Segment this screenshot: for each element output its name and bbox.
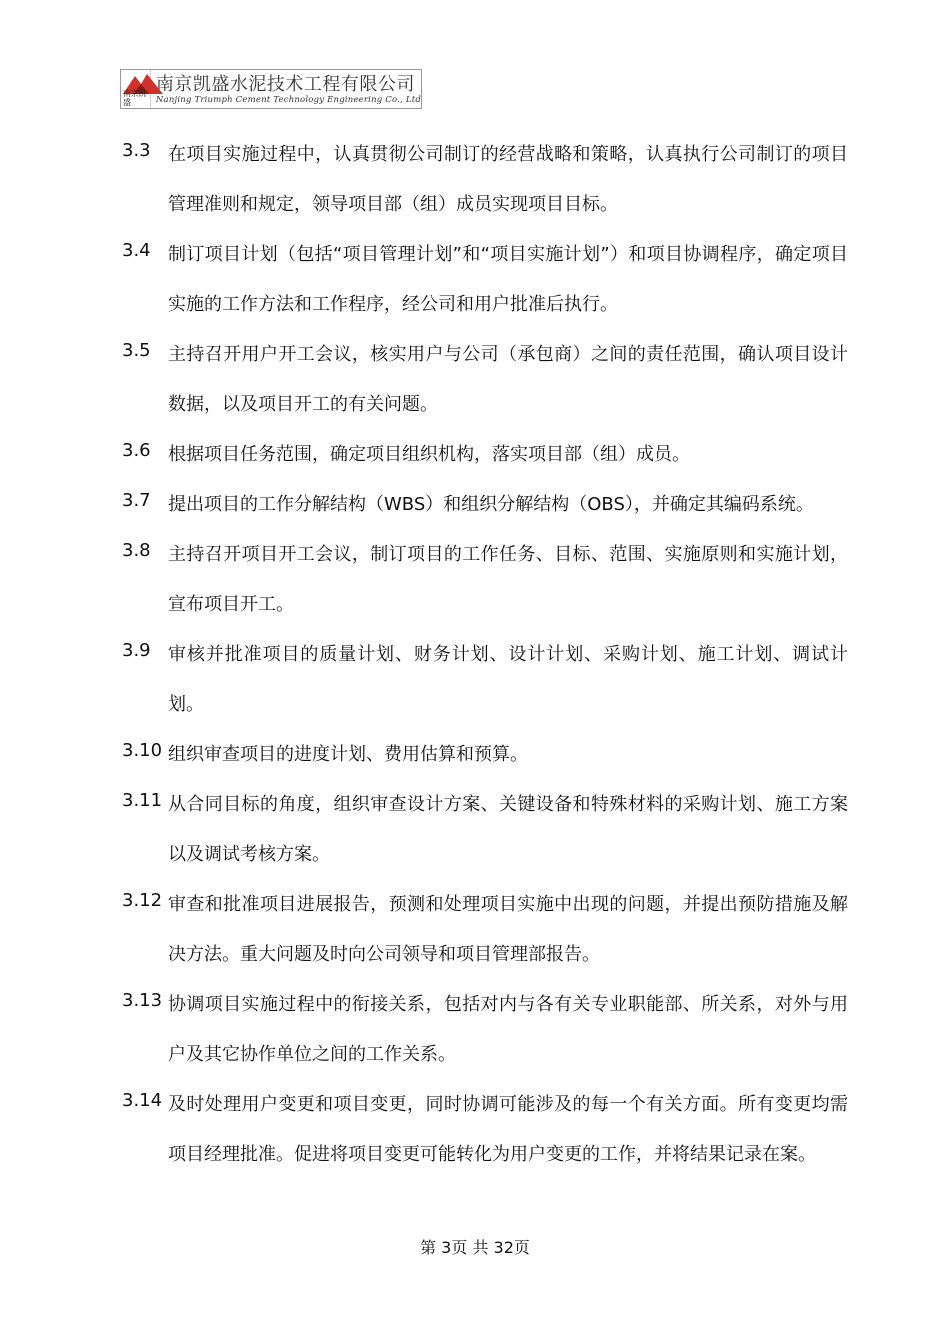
page-number: 第 3页 共 32页 [420, 1238, 530, 1257]
item-number: 3.8 [122, 540, 151, 561]
item-text: 制订项目计划（包括“项目管理计划”和“项目实施计划”）和项目协调程序，确定项目实施的工作方法和工作程序，经公司和用户批准后执行。 [168, 244, 848, 315]
item-number: 3.6 [122, 440, 151, 461]
item-number: 3.5 [122, 340, 151, 361]
item-text: 在项目实施过程中，认真贯彻公司制订的经营战略和策略，认真执行公司制订的项目管理准则和规定，领导项目部（组）成员实现项目目标。 [168, 144, 848, 215]
document-header [120, 69, 422, 109]
item-number: 3.9 [122, 640, 151, 661]
item-number: 3.7 [122, 490, 151, 511]
item-text: 审查和批准项目进展报告，预测和处理项目实施中出现的问题，并提出预防措施及解决方法。重大问题及时向公司领导和项目管理部报告。 [168, 894, 848, 965]
item-number: 3.11 [122, 790, 163, 811]
item-text: 组织审查项目的进度计划、费用估算和预算。 [168, 744, 528, 765]
company-name-block [151, 70, 421, 108]
item-text: 审核并批准项目的质量计划、财务计划、设计计划、采购计划、施工计划、调试计划。 [168, 644, 848, 715]
item-number: 3.12 [122, 890, 163, 911]
company-logo [121, 70, 151, 108]
item-number: 3.14 [122, 1090, 163, 1111]
item-number: 3.13 [122, 990, 163, 1011]
logo-caption: 南京凯盛 [123, 89, 146, 107]
item-number: 3.3 [122, 140, 151, 161]
item-text: 主持召开项目开工会议，制订项目的工作任务、目标、范围、实施原则和实施计划，宣布项目开工。 [168, 544, 848, 615]
company-name-en: Nanjing Triumph Cement Technology Engineering Co., Ltd [155, 94, 421, 105]
item-text: 协调项目实施过程中的衔接关系，包括对内与各有关专业职能部、所关系，对外与用户及其它协作单位之间的工作关系。 [168, 994, 848, 1065]
item-text: 提出项目的工作分解结构（WBS）和组织分解结构（OBS），并确定其编码系统。 [168, 494, 814, 515]
item-text: 根据项目任务范围，确定项目组织机构，落实项目部（组）成员。 [168, 444, 690, 465]
company-name-cn: 南京凯盛水泥技术工程有限公司 [155, 73, 415, 95]
item-text: 从合同目标的角度，组织审查设计方案、关键设备和特殊材料的采购计划、施工方案以及调试考核方案。 [168, 794, 848, 865]
item-text: 及时处理用户变更和项目变更，同时协调可能涉及的每一个有关方面。所有变更均需项目经理批准。促进将项目变更可能转化为用户变更的工作，并将结果记录在案。 [168, 1094, 848, 1165]
item-number: 3.4 [122, 240, 151, 261]
item-text: 主持召开用户开工会议，核实用户与公司（承包商）之间的责任范围，确认项目设计数据，以及项目开工的有关问题。 [168, 344, 848, 415]
item-number: 3.10 [122, 740, 163, 761]
